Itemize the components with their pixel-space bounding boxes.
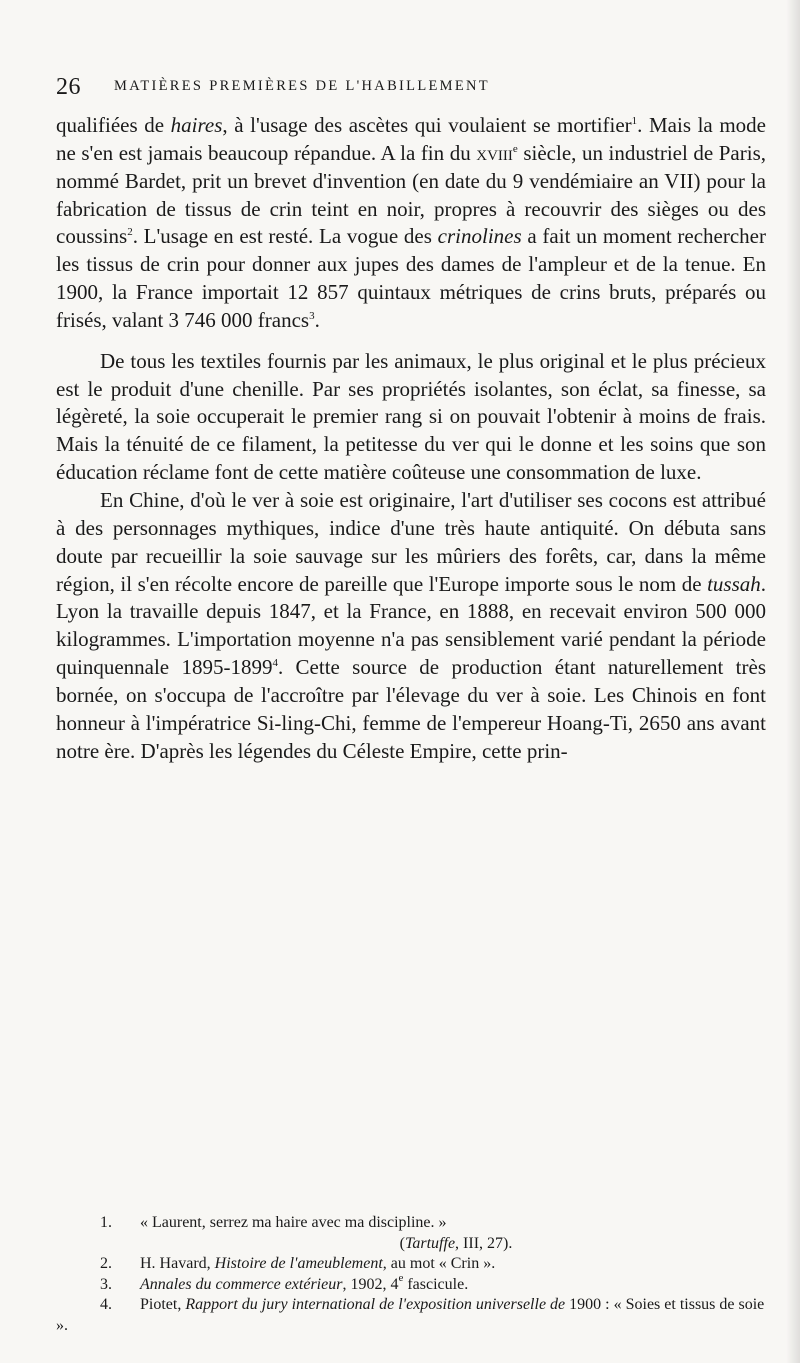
italic-term: crinolines <box>437 224 522 249</box>
running-head: MATIÈRES PREMIÈRES DE L'HABILLEMENT <box>114 78 490 94</box>
footnotes <box>56 1213 766 1337</box>
footnote-4 <box>56 1295 766 1336</box>
text-span: , 1902, 4 <box>342 1275 399 1293</box>
paragraph-1 <box>56 112 766 335</box>
text-span: . Mais la mode ne s'en est jamais beaucoup répandue. A la fin du <box>56 113 767 165</box>
footnote-number: 3. <box>100 1275 112 1293</box>
italic-title: Rapport du jury international de l'exposition universelle de <box>185 1296 566 1314</box>
footnote-ref: 1 <box>631 115 638 127</box>
text-span: fascicule. <box>403 1275 469 1293</box>
text-span: . Lyon la travaille depuis 1847, et la France, en 1888, en recevait environ 500 000 kilogrammes. L'importation moyenne n'a pas sensiblement varié pendant la période quinquennale 1895-1899 <box>56 571 766 680</box>
footnote-ref: 4 <box>272 657 278 670</box>
text-span: , III, 27). <box>455 1234 513 1252</box>
paragraph-3 <box>56 487 766 765</box>
footnote-1-citation <box>56 1234 766 1255</box>
text-span: a fait un moment rechercher les tissus de crin pour donner aux jupes des dames de l'ampleur et de la tenue. En 1900, la France importait 12 857 quintaux métriques de crins bruts, préparés ou frisés, valant 3 746 000 francs <box>56 224 766 332</box>
footnote-number: 4. <box>100 1296 112 1314</box>
text-span: , au mot « Crin ». <box>382 1255 496 1273</box>
text-span: , à l'usage des ascètes qui voulaient se mortifier <box>222 113 632 137</box>
body-text <box>56 112 766 765</box>
italic-term: tussah <box>707 571 761 596</box>
text-span: . L'usage en est resté. La vogue des <box>132 224 438 249</box>
text-span: qualifiées de <box>56 113 171 137</box>
text-span: ( <box>399 1234 405 1252</box>
footnote-number: 2. <box>100 1255 112 1273</box>
footnote-text: « Laurent, serrez ma haire avec ma discipline. » <box>140 1214 447 1231</box>
superscript: e <box>398 1271 404 1284</box>
text-span: . <box>314 307 320 332</box>
footnote-ref: 3 <box>309 309 315 322</box>
italic-title: Annales du commerce extérieur <box>140 1275 343 1293</box>
footnote-3 <box>56 1271 766 1296</box>
text-span: 1900 : « Soies et tissus de soie ». <box>56 1296 765 1334</box>
footnote-2 <box>56 1254 766 1275</box>
paragraph-2: De tous les textiles fournis par les animaux, le plus original et le plus précieux est le produit d'une chenille. Par ses propriétés isolantes, son éclat, sa finesse, sa légèreté, la soie occuperait le premier rang si on pouvait l'obtenir à moins de frais. Mais la ténuité de ce filament, la petitesse du ver qui le donne et les soins que son éducation réclame font de cette matière coûteuse une consommation de luxe. <box>56 348 766 485</box>
text-span: H. Havard, <box>140 1255 215 1273</box>
footnote-1 <box>56 1213 766 1234</box>
text-span: siècle, un industriel de Paris, nommé Bardet, prit un brevet d'invention (en date du 9 vendémiaire an VII) pour la fabrication de tissus de crin teint en noir, propres à recouvrir des sièges ou des coussins <box>56 140 766 249</box>
century-numeral: xviii <box>476 140 513 165</box>
italic-title: Tartuffe <box>404 1234 456 1252</box>
page-header <box>56 74 760 104</box>
text-span: En Chine, d'où le ver à soie est originaire, l'art d'utiliser ses cocons est attribué à des personnages mythiques, indice d'une très haute antiquité. On débuta sans doute par recueillir la soie sauvage sur les mûriers des forêts, car, dans la même région, il s'en récolte encore de pareille que l'Europe importe sous le nom de <box>56 487 766 596</box>
page-number: 26 <box>56 74 81 100</box>
text-span: Piotet, <box>140 1296 186 1314</box>
italic-title: Histoire de l'ameublement <box>214 1255 383 1273</box>
footnote-ref: 2 <box>127 226 133 239</box>
text-span: . Cette source de production étant naturellement très bornée, on s'occupa de l'accroître par l'élevage du ver à soie. Les Chinois en font honneur à l'impératrice Si-ling-Chi, femme de l'empereur Hoang-Ti, 2650 ans avant notre ère. D'après les légendes du Céleste Empire, cette prin- <box>56 655 766 763</box>
page-edge-shadow <box>786 0 800 1363</box>
footnote-number: 1. <box>100 1214 112 1231</box>
superscript: e <box>512 142 518 155</box>
italic-term: haires <box>170 113 223 137</box>
